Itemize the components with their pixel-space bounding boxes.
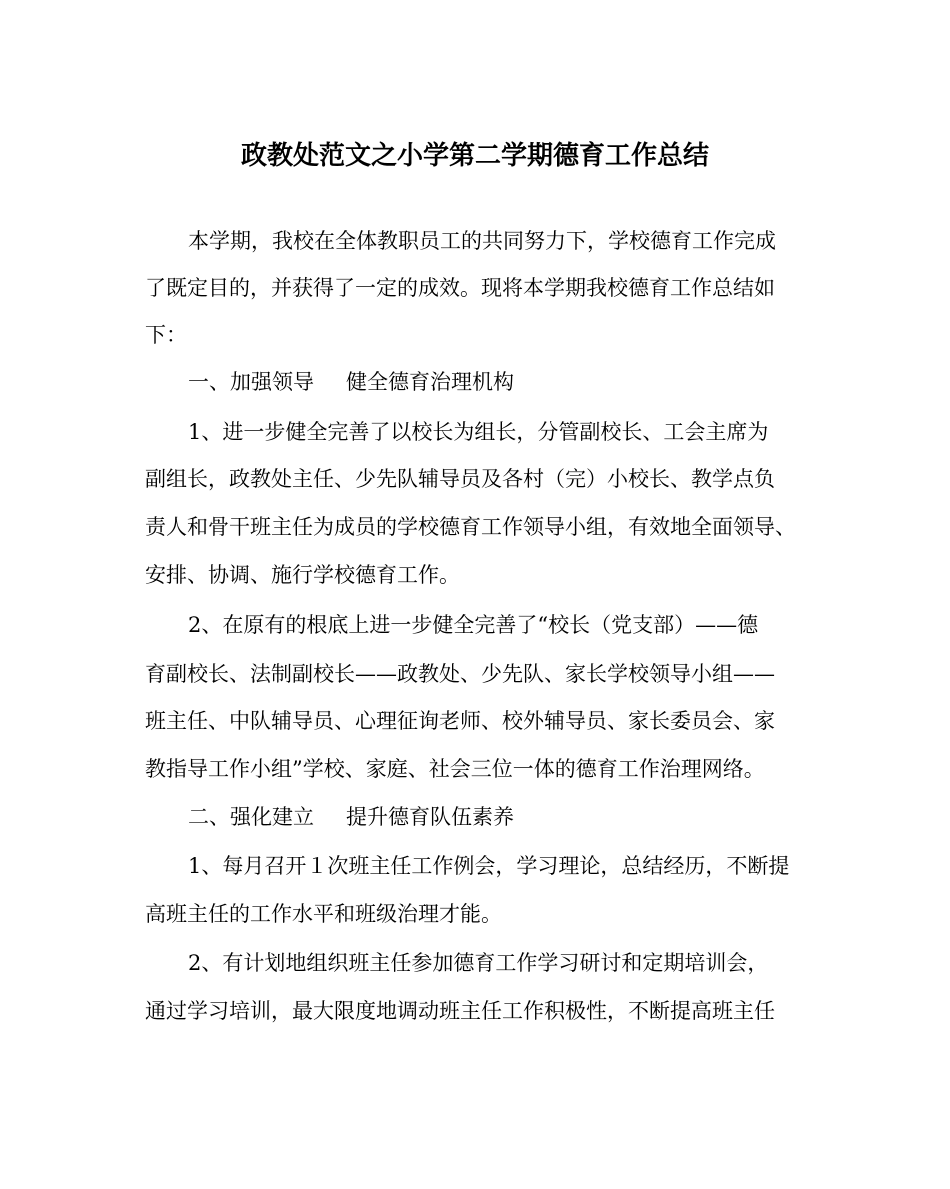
- section-heading: [188, 367, 514, 397]
- paragraph-line: 了既定目的，并获得了一定的成效。现将本学期我校德育工作总结如: [145, 276, 775, 300]
- paragraph-line: 下：: [145, 323, 187, 347]
- paragraph-line: 班主任、中队辅导员、心理征询老师、校外辅导员、家长委员会、家: [145, 709, 775, 733]
- paragraph-line: 安排、协调、施行学校德育工作。: [145, 563, 460, 587]
- paragraph-line: 教指导工作小组”学校、家庭、社会三位一体的德育工作治理网络。: [145, 757, 765, 781]
- paragraph-line: 1、进一步健全完善了以校长为组长，分管副校长、工会主席为: [188, 420, 769, 444]
- paragraph-line: 责人和骨干班主任为成员的学校德育工作领导小组，有效地全面领导、: [145, 515, 796, 539]
- section-heading: [188, 802, 514, 832]
- paragraph-line: 高班主任的工作水平和班级治理才能。: [145, 902, 502, 926]
- paragraph-line: 1、每月召开１次班主任工作例会，学习理论，总结经历，不断提: [188, 854, 790, 878]
- section-heading-text: 提升德育队伍素养: [346, 805, 514, 829]
- paragraph-line: 通过学习培训，最大限度地调动班主任工作积极性，不断提高班主任: [145, 999, 775, 1023]
- paragraph-line: 2、在原有的根底上进一步健全完善了“校长（党支部）——德: [188, 613, 759, 637]
- section-heading-number-label: 一、加强领导: [188, 370, 314, 394]
- section-heading-number-label: 二、强化建立: [188, 805, 314, 829]
- document-title: 政教处范文之小学第二学期德育工作总结: [240, 141, 709, 171]
- paragraph-line: 副组长，政教处主任、少先队辅导员及各村（完）小校长、教学点负: [145, 467, 775, 491]
- paragraph-line: 本学期，我校在全体教职员工的共同努力下，学校德育工作完成: [188, 229, 776, 253]
- section-heading-text: 健全德育治理机构: [346, 370, 514, 394]
- paragraph-line: 育副校长、法制副校长——政教处、少先队、家长学校领导小组——: [145, 662, 775, 686]
- paragraph-line: 2、有计划地组织班主任参加德育工作学习研讨和定期培训会，: [188, 951, 769, 975]
